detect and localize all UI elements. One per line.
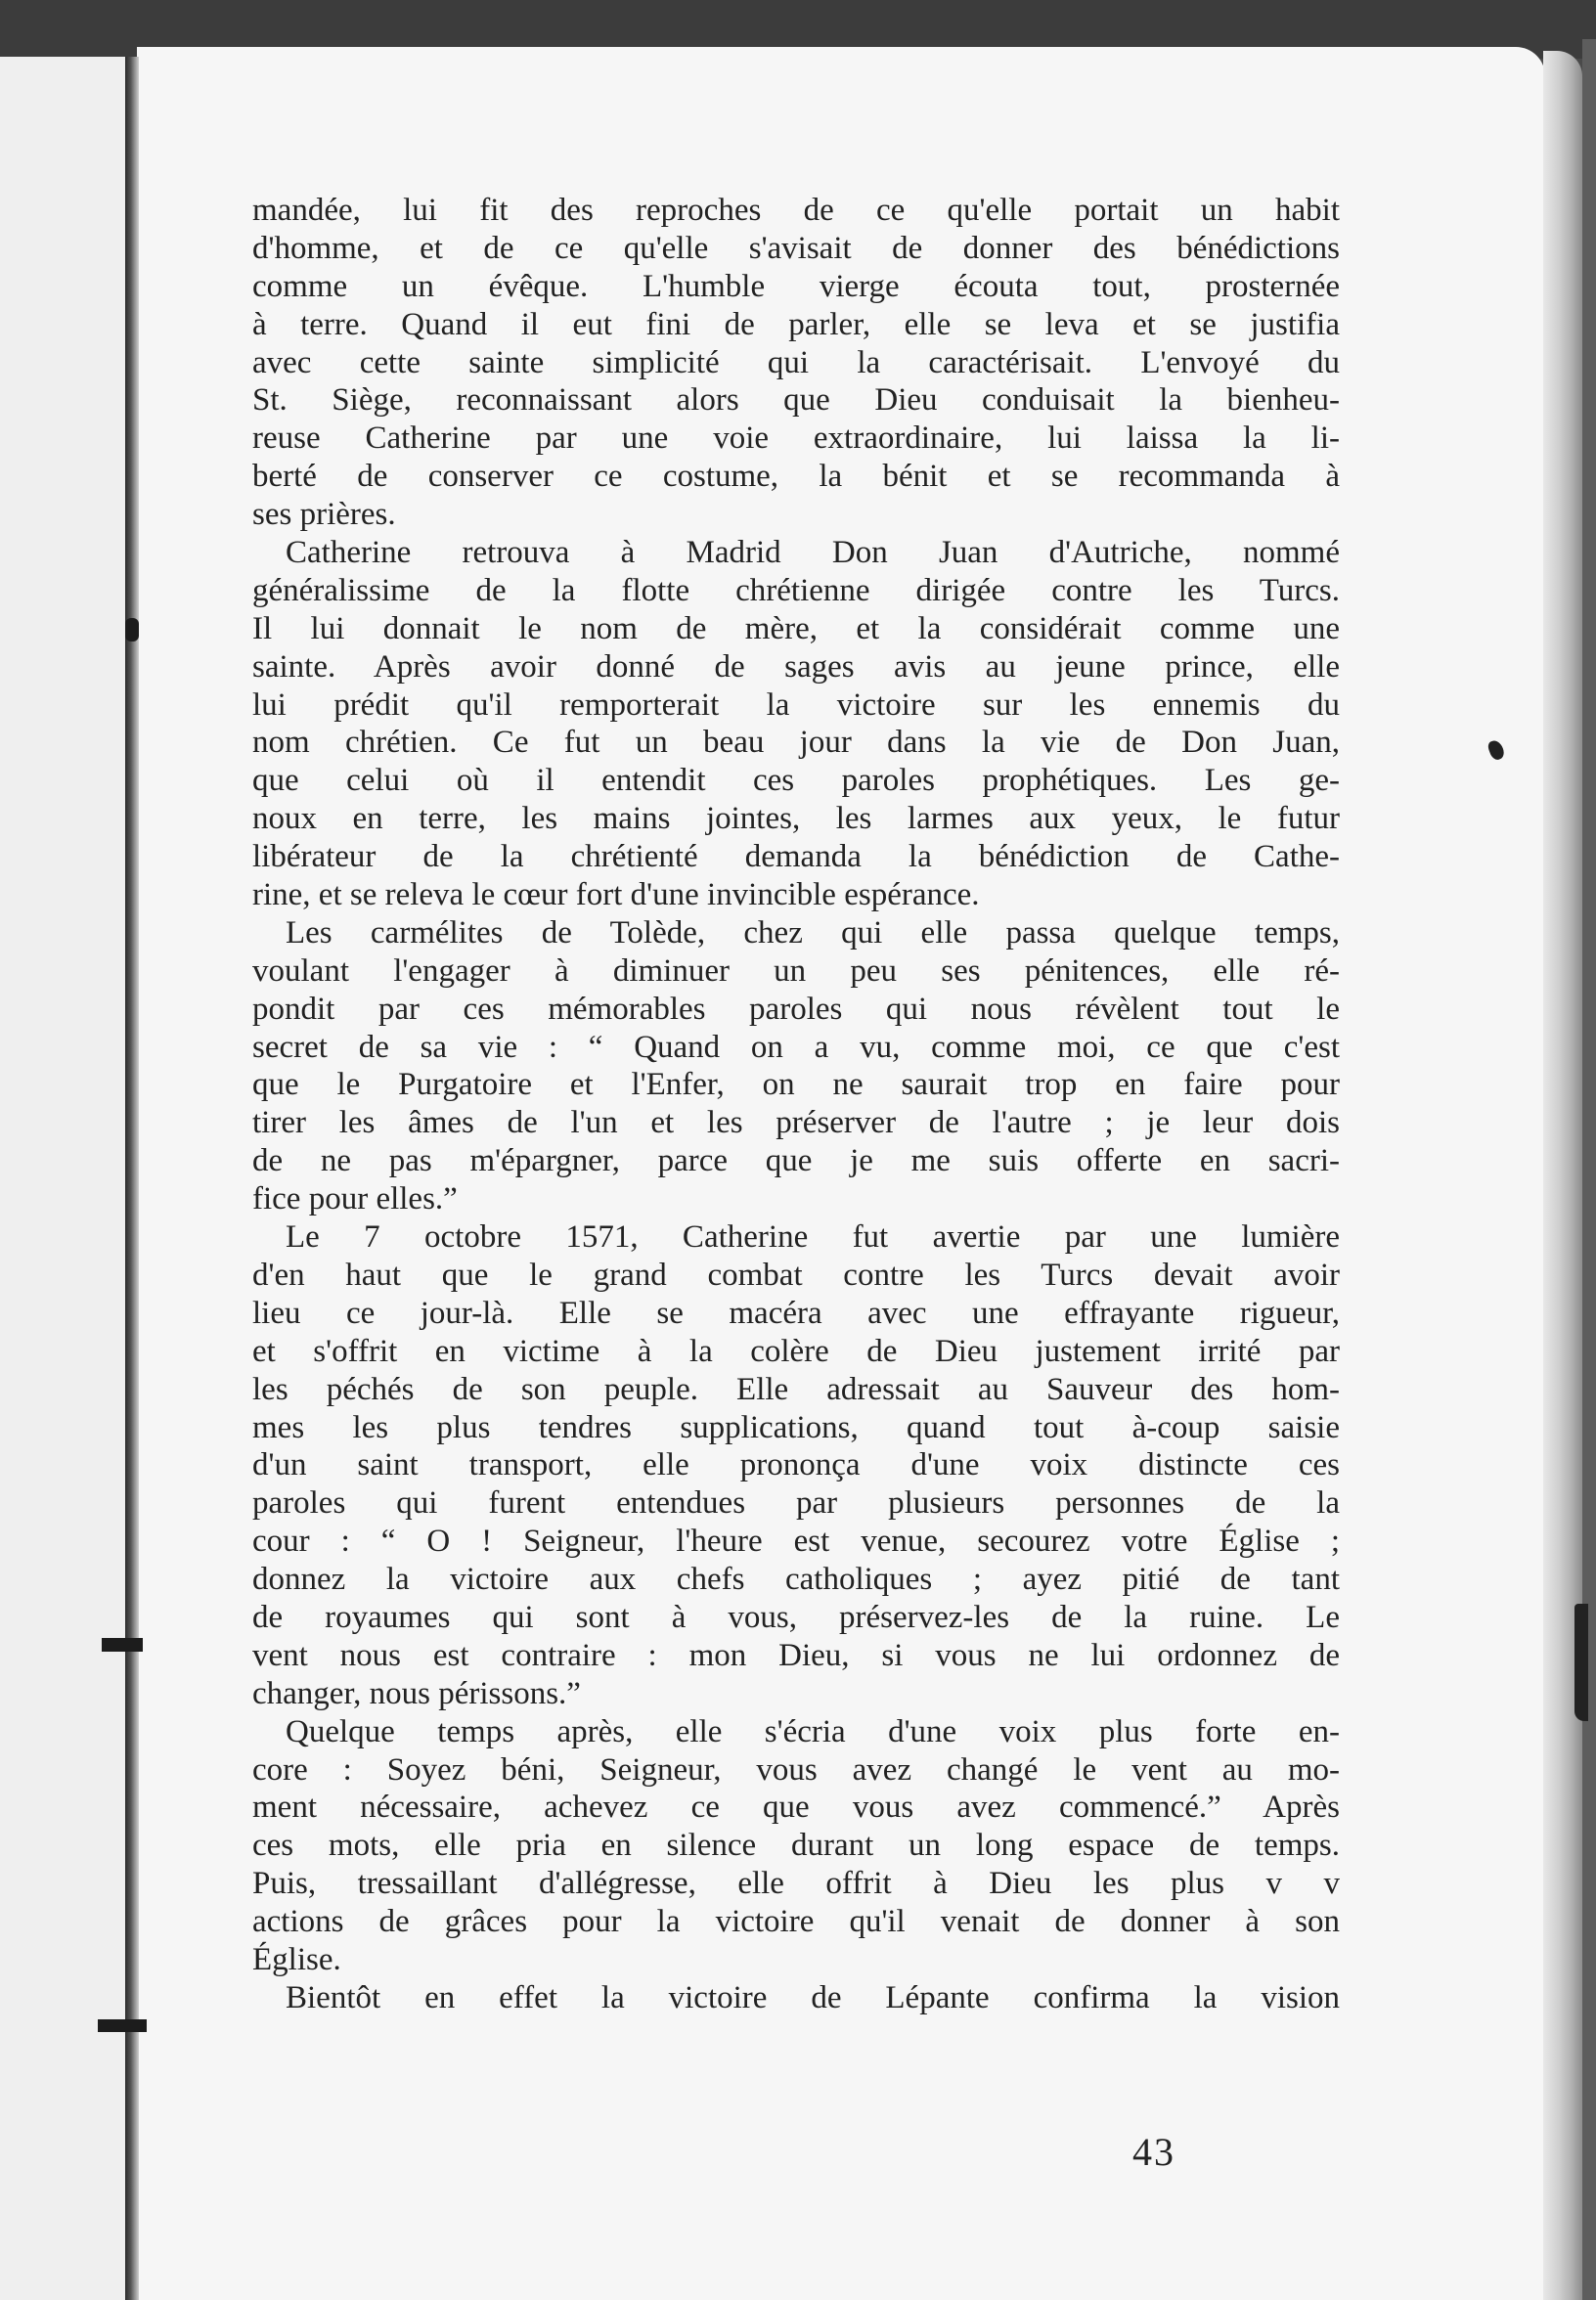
text-line: St. Siège, reconnaissant alors que Dieu conduisait la bienheu- — [252, 382, 1340, 419]
binding-mark — [102, 1638, 143, 1652]
text-line: d'en haut que le grand combat contre les Turcs devait avoir — [252, 1257, 1340, 1293]
page-stack-edge — [1543, 51, 1582, 2300]
page-number: 43 — [1132, 2130, 1175, 2174]
text-line: d'un saint transport, elle prononça d'une voix distincte ces — [252, 1447, 1340, 1483]
text-line: Catherine retrouva à Madrid Don Juan d'Autriche, nommé — [286, 535, 1340, 571]
text-line: noux en terre, les mains jointes, les larmes aux yeux, le futur — [252, 801, 1340, 837]
text-line: mandée, lui fit des reproches de ce qu'elle portait un habit — [252, 193, 1340, 228]
text-line: Bientôt en effet la victoire de Lépante confirma la vision — [286, 1979, 1340, 2015]
text-line: libérateur de la chrétienté demanda la bénédiction de Cathe- — [252, 839, 1340, 875]
text-line: à terre. Quand il eut fini de parler, elle se leva et se justifia — [252, 306, 1340, 342]
text-line: Les carmélites de Tolède, chez qui elle passa quelque temps, — [286, 914, 1340, 951]
text-line: comme un évêque. L'humble vierge écouta tout, prosternée — [252, 268, 1340, 304]
text-line: de ne pas m'épargner, parce que je me suis offerte en sacri- — [252, 1143, 1340, 1179]
text-line: généralissime de la flotte chrétienne dirigée contre les Turcs. — [252, 572, 1340, 608]
text-line: Il lui donnait le nom de mère, et la considérait comme une — [252, 610, 1340, 646]
text-line: ces mots, elle pria en silence durant un long espace de temps. — [252, 1828, 1340, 1864]
text-line: de royaumes qui sont à vous, préservez-les de la ruine. Le — [252, 1599, 1340, 1635]
book-gutter — [125, 57, 139, 2300]
text-line: actions de grâces pour la victoire qu'il venait de donner à son — [252, 1904, 1340, 1940]
binding-mark — [125, 618, 139, 641]
text-line: tirer les âmes de l'un et les préserver de l'autre ; je leur dois — [252, 1105, 1340, 1141]
text-line: Quelque temps après, elle s'écria d'une voix plus forte en- — [286, 1713, 1340, 1749]
previous-page-edge — [0, 57, 127, 2300]
text-line: Le 7 octobre 1571, Catherine fut avertie par une lumière — [286, 1219, 1340, 1256]
text-line: avec cette sainte simplicité qui la caractérisait. L'envoyé du — [252, 344, 1340, 380]
page-edge-tear — [1574, 1604, 1588, 1721]
text-line: berté de conserver ce costume, la bénit et se recommanda à — [252, 459, 1340, 495]
text-line: que celui où il entendit ces paroles prophétiques. Les ge- — [252, 763, 1340, 799]
text-line: pondit par ces mémorables paroles qui nous révèlent tout le — [252, 991, 1340, 1027]
text-line: lieu ce jour-là. Elle se macéra avec une effrayante rigueur, — [252, 1295, 1340, 1331]
text-line: que le Purgatoire et l'Enfer, on ne saurait trop en faire pour — [252, 1067, 1340, 1103]
text-line: nom chrétien. Ce fut un beau jour dans la vie de Don Juan, — [252, 725, 1340, 761]
text-line: changer, nous périssons.” — [252, 1675, 581, 1711]
text-line: vent nous est contraire : mon Dieu, si vous ne lui ordonnez de — [252, 1637, 1340, 1673]
text-line: lui prédit qu'il remporterait la victoire sur les ennemis du — [252, 686, 1340, 723]
binding-mark — [98, 2019, 147, 2032]
text-line: Puis, tressaillant d'allégresse, elle offrit à Dieu les plus v v — [252, 1866, 1340, 1902]
text-line: voulant l'engager à diminuer un peu ses pénitences, elle ré- — [252, 952, 1340, 989]
text-line: secret de sa vie : “ Quand on a vu, comme moi, ce que c'est — [252, 1029, 1340, 1065]
text-line: ment nécessaire, achevez ce que vous avez commencé.” Après — [252, 1790, 1340, 1826]
text-line: et s'offrit en victime à la colère de Dieu justement irrité par — [252, 1333, 1340, 1369]
text-line: fice pour elles.” — [252, 1181, 458, 1217]
text-line: les péchés de son peuple. Elle adressait au Sauveur des hom- — [252, 1371, 1340, 1407]
text-line: reuse Catherine par une voie extraordinaire, lui laissa la li- — [252, 420, 1340, 457]
text-line: paroles qui furent entendues par plusieurs personnes de la — [252, 1485, 1340, 1522]
text-line: mes les plus tendres supplications, quand tout à-coup saisie — [252, 1409, 1340, 1445]
text-line: core : Soyez béni, Seigneur, vous avez changé le vent au mo- — [252, 1751, 1340, 1788]
scan-background-right — [1582, 39, 1596, 2300]
text-line: rine, et se releva le cœur fort d'une invincible espérance. — [252, 877, 980, 913]
text-line: d'homme, et de ce qu'elle s'avisait de donner des bénédictions — [252, 230, 1340, 266]
text-line: donnez la victoire aux chefs catholiques ; ayez pitié de tant — [252, 1562, 1340, 1598]
text-line: ses prières. — [252, 497, 396, 533]
text-line: cour : “ O ! Seigneur, l'heure est venue, secourez votre Église ; — [252, 1524, 1340, 1560]
text-line: sainte. Après avoir donné de sages avis au jeune prince, elle — [252, 648, 1340, 685]
text-line: Église. — [252, 1941, 341, 1977]
page-body-text — [252, 192, 1340, 2017]
